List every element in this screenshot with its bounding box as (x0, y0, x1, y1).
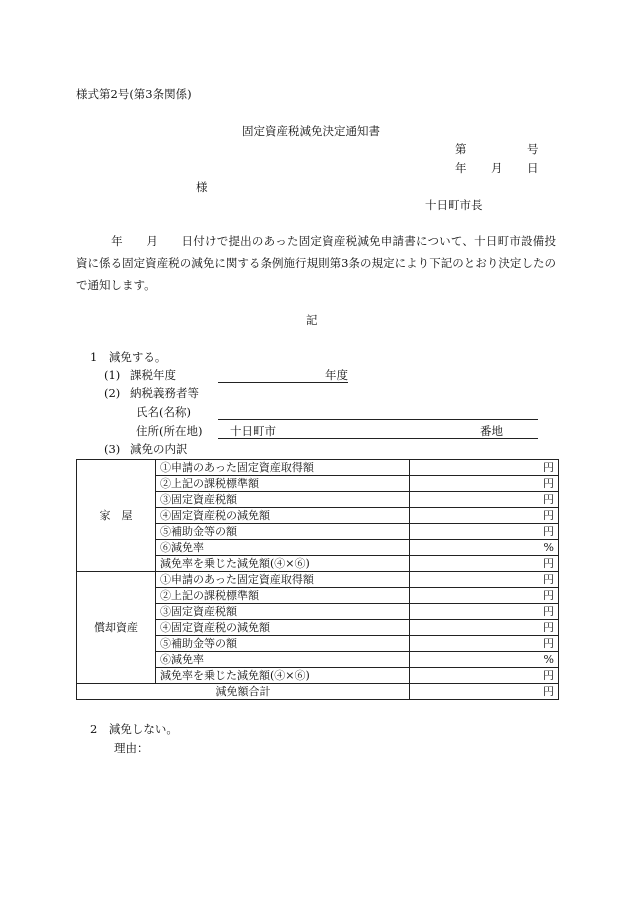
amount-cell[interactable]: 円 (410, 636, 559, 652)
amount-cell[interactable]: 円 (410, 556, 559, 572)
name-field[interactable] (218, 405, 538, 420)
row-label: ⑤補助金等の額 (156, 636, 410, 652)
address-banchi: 番地 (480, 424, 503, 438)
row-label: ③固定資産税額 (156, 492, 410, 508)
address-field[interactable] (218, 424, 538, 439)
reason-label: 理由： (114, 741, 149, 755)
item3-label: 減免の内訳 (130, 442, 188, 456)
addressee-honorific: 様 (196, 180, 208, 194)
amount-cell[interactable]: 円 (410, 460, 559, 476)
name-label: 氏名(名称) (136, 405, 191, 419)
total-row (77, 684, 559, 700)
ki-heading: 記 (306, 313, 318, 327)
total-label: 減免額合計 (77, 684, 410, 700)
document-title: 固定資産税減免決定通知書 (242, 124, 380, 138)
table-row (77, 572, 559, 588)
tax-year-suffix: 年度 (325, 368, 348, 382)
amount-cell[interactable]: 円 (410, 476, 559, 492)
row-label: ⑤補助金等の額 (156, 524, 410, 540)
row-label: ②上記の課税標準額 (156, 476, 410, 492)
address-label: 住所(所在地) (136, 424, 203, 438)
category-cell-house: 家 屋 (77, 460, 156, 572)
form-number: 様式第2号(第3条関係) (76, 87, 192, 101)
row-label: ②上記の課税標準額 (156, 588, 410, 604)
item3-number: (3) (104, 442, 121, 456)
amount-cell[interactable]: 円 (410, 588, 559, 604)
amount-cell[interactable]: 円 (410, 508, 559, 524)
amount-cell[interactable]: 円 (410, 524, 559, 540)
total-amount-cell[interactable]: 円 (410, 684, 559, 700)
notification-body: 年 月 日付けで提出のあった固定資産税減免申請書について、十日町市設備投資に係る固定資産税の減免に関する条例施行規則第3条の規定により下記のとおり決定したので通知します。 (76, 234, 556, 292)
row-label: ④固定資産税の減免額 (156, 620, 410, 636)
item2-label: 納税義務者等 (130, 386, 199, 400)
amount-cell[interactable]: % (410, 652, 559, 668)
number-prefix: 第 (455, 142, 467, 156)
date-year-label: 年 (455, 161, 467, 175)
reduction-breakdown-table (76, 459, 559, 700)
amount-cell[interactable]: 円 (410, 492, 559, 508)
section2-heading: 2 減免しない。 (90, 722, 178, 736)
row-label: ⑥減免率 (156, 652, 410, 668)
section1-heading: 1 減免する。 (90, 350, 167, 364)
date-day-label: 日 (527, 161, 539, 175)
item2-number: (2) (104, 386, 121, 400)
amount-cell[interactable]: 円 (410, 572, 559, 588)
amount-cell[interactable]: 円 (410, 620, 559, 636)
row-label: ①申請のあった固定資産取得額 (156, 572, 410, 588)
row-label: ①申請のあった固定資産取得額 (156, 460, 410, 476)
amount-cell[interactable]: 円 (410, 668, 559, 684)
item1-number: (1) (104, 368, 121, 382)
address-city: 十日町市 (230, 424, 276, 438)
row-label: 減免率を乗じた減免額(④×⑥) (156, 556, 410, 572)
row-label: 減免率を乗じた減免額(④×⑥) (156, 668, 410, 684)
row-label: ③固定資産税額 (156, 604, 410, 620)
amount-cell[interactable]: 円 (410, 604, 559, 620)
date-month-label: 月 (491, 161, 503, 175)
tax-year-field[interactable] (218, 368, 348, 383)
category-cell-depreciable-assets: 償却資産 (77, 572, 156, 684)
amount-cell[interactable]: % (410, 540, 559, 556)
row-label: ⑥減免率 (156, 540, 410, 556)
item1-label: 課税年度 (130, 368, 176, 382)
row-label: ④固定資産税の減免額 (156, 508, 410, 524)
number-suffix: 号 (527, 142, 539, 156)
issuer-mayor: 十日町市長 (425, 198, 483, 212)
table-row (77, 460, 559, 476)
